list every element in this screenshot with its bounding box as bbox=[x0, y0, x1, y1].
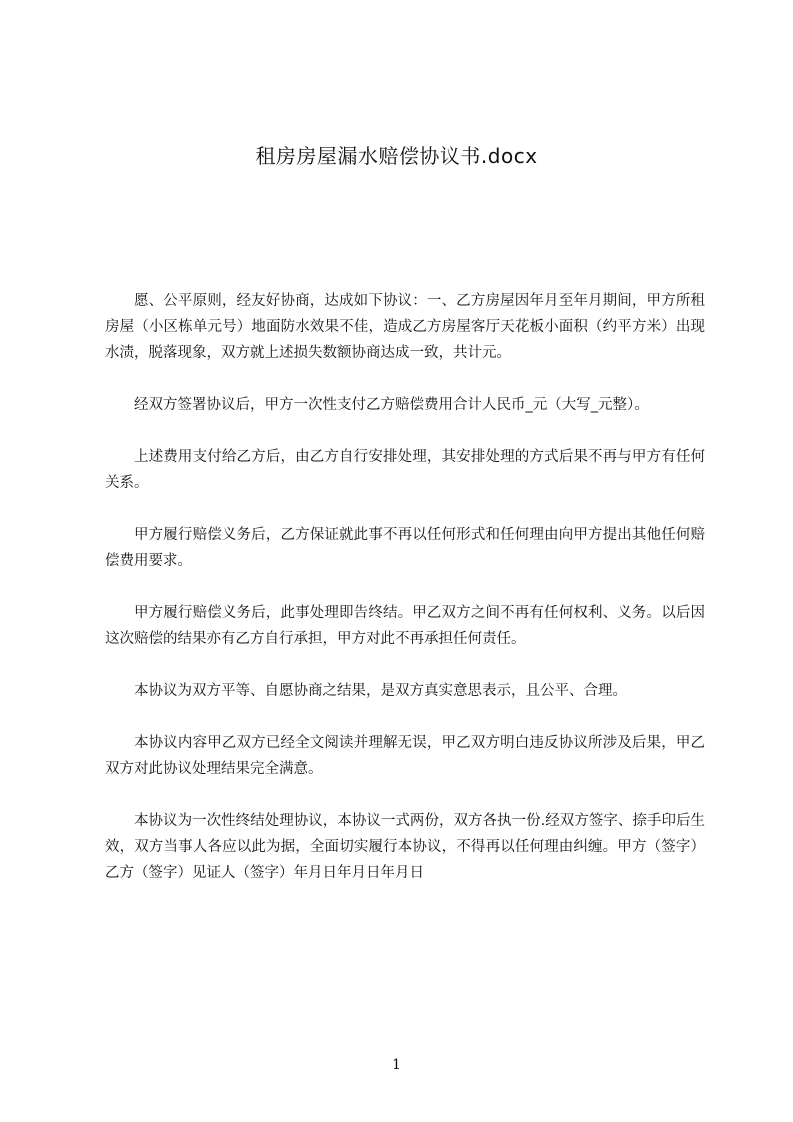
paragraph-no-further-claims: 甲方履行赔偿义务后，乙方保证就此事不再以任何形式和任何理由向甲方提出其他任何赔偿费用要求。 bbox=[105, 527, 705, 569]
paragraph-agreement-intro: 愿、公平原则，经友好协商，达成如下协议：一、乙方房屋因年月至年月期间，甲方所租房屋（小区栋单元号）地面防水效果不佳，造成乙方房屋客厅天花板小面积（约平方米）出现水渍，脱落现象，双方就上述损失数额协商达成一致，共计元。 bbox=[105, 293, 705, 361]
paragraph-termination: 甲方履行赔偿义务后，此事处理即告终结。甲乙双方之间不再有任何权利、义务。以后因这次赔偿的结果亦有乙方自行承担，甲方对此不再承担任何责任。 bbox=[105, 605, 705, 647]
paragraph-understanding: 本协议内容甲乙双方已经全文阅读并理解无误，甲乙双方明白违反协议所涉及后果，甲乙双方对此协议处理结果完全满意。 bbox=[105, 735, 705, 777]
paragraph-signatures: 本协议为一次性终结处理协议，本协议一式两份，双方各执一份.经双方签字、捺手印后生效，双方当事人各应以此为据，全面切实履行本协议，不得再以任何理由纠缠。甲方（签字）乙方（签字）见证人（签字）年月日年月日年月日 bbox=[105, 813, 705, 881]
page-number: 1 bbox=[392, 1057, 401, 1073]
paragraph-handling: 上述费用支付给乙方后，由乙方自行安排处理，其安排处理的方式后果不再与甲方有任何关系。 bbox=[105, 449, 705, 491]
paragraph-fairness: 本协议为双方平等、自愿协商之结果，是双方真实意思表示，且公平、合理。 bbox=[134, 683, 627, 699]
document-body bbox=[105, 288, 705, 886]
paragraph-payment: 经双方签署协议后，甲方一次性支付乙方赔偿费用合计人民币_元（大写_元整）。 bbox=[134, 397, 649, 413]
document-title: 租房房屋漏水赔偿协议书.docx bbox=[255, 144, 538, 168]
